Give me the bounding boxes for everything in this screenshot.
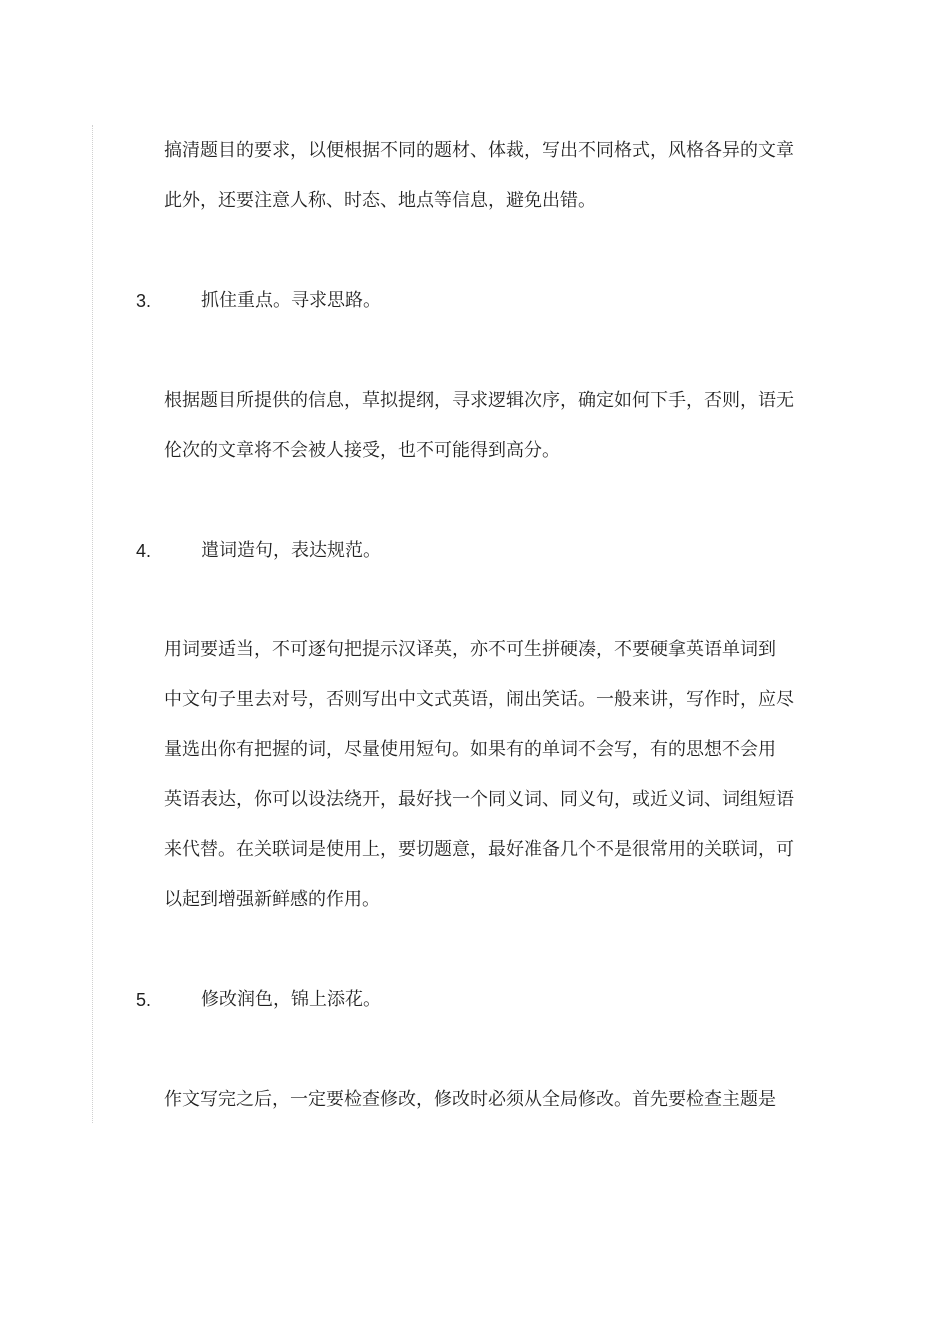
- text-line: 英语表达，你可以设法绕开，最好找一个同义词、同义句，或近义词、词组短语: [164, 789, 794, 810]
- heading-number: 5.: [136, 990, 152, 1010]
- text-line: 作文写完之后，一定要检查修改，修改时必须从全局修改。首先要检查主题是: [164, 1089, 776, 1110]
- text-line: 以起到增强新鲜感的作用。: [164, 889, 380, 910]
- heading-item-3: [0, 276, 950, 326]
- paragraph-word-choice: [164, 625, 814, 925]
- heading-item-4: [0, 526, 950, 576]
- heading-number: 4.: [136, 541, 152, 561]
- paragraph-revision: [164, 1075, 814, 1125]
- heading-number: 3.: [136, 291, 152, 311]
- text-line: 此外，还要注意人称、时态、地点等信息，避免出错。: [164, 190, 596, 211]
- paragraph-requirements: [164, 126, 814, 226]
- paragraph-outline: [164, 376, 814, 476]
- text-line: 搞清题目的要求，以便根据不同的题材、体裁，写出不同格式，风格各异的文章: [164, 140, 794, 161]
- text-line: 中文句子里去对号，否则写出中文式英语，闹出笑话。一般来讲，写作时，应尽: [164, 689, 794, 710]
- heading-item-5: [0, 975, 950, 1025]
- heading-title: 抓住重点。寻求思路。: [201, 290, 381, 311]
- text-line: 量选出你有把握的词，尽量使用短句。如果有的单词不会写，有的思想不会用: [164, 739, 776, 760]
- heading-title: 遣词造句，表达规范。: [201, 540, 381, 561]
- heading-title: 修改润色，锦上添花。: [201, 989, 381, 1010]
- text-line: 来代替。在关联词是使用上，要切题意，最好准备几个不是很常用的关联词，可: [164, 839, 794, 860]
- text-line: 根据题目所提供的信息，草拟提纲，寻求逻辑次序，确定如何下手，否则，语无: [164, 390, 794, 411]
- text-line: 伦次的文章将不会被人接受，也不可能得到高分。: [164, 440, 560, 461]
- text-line: 用词要适当，不可逐句把提示汉译英，亦不可生拼硬凑，不要硬拿英语单词到: [164, 639, 776, 660]
- margin-guide-line: [92, 125, 93, 1123]
